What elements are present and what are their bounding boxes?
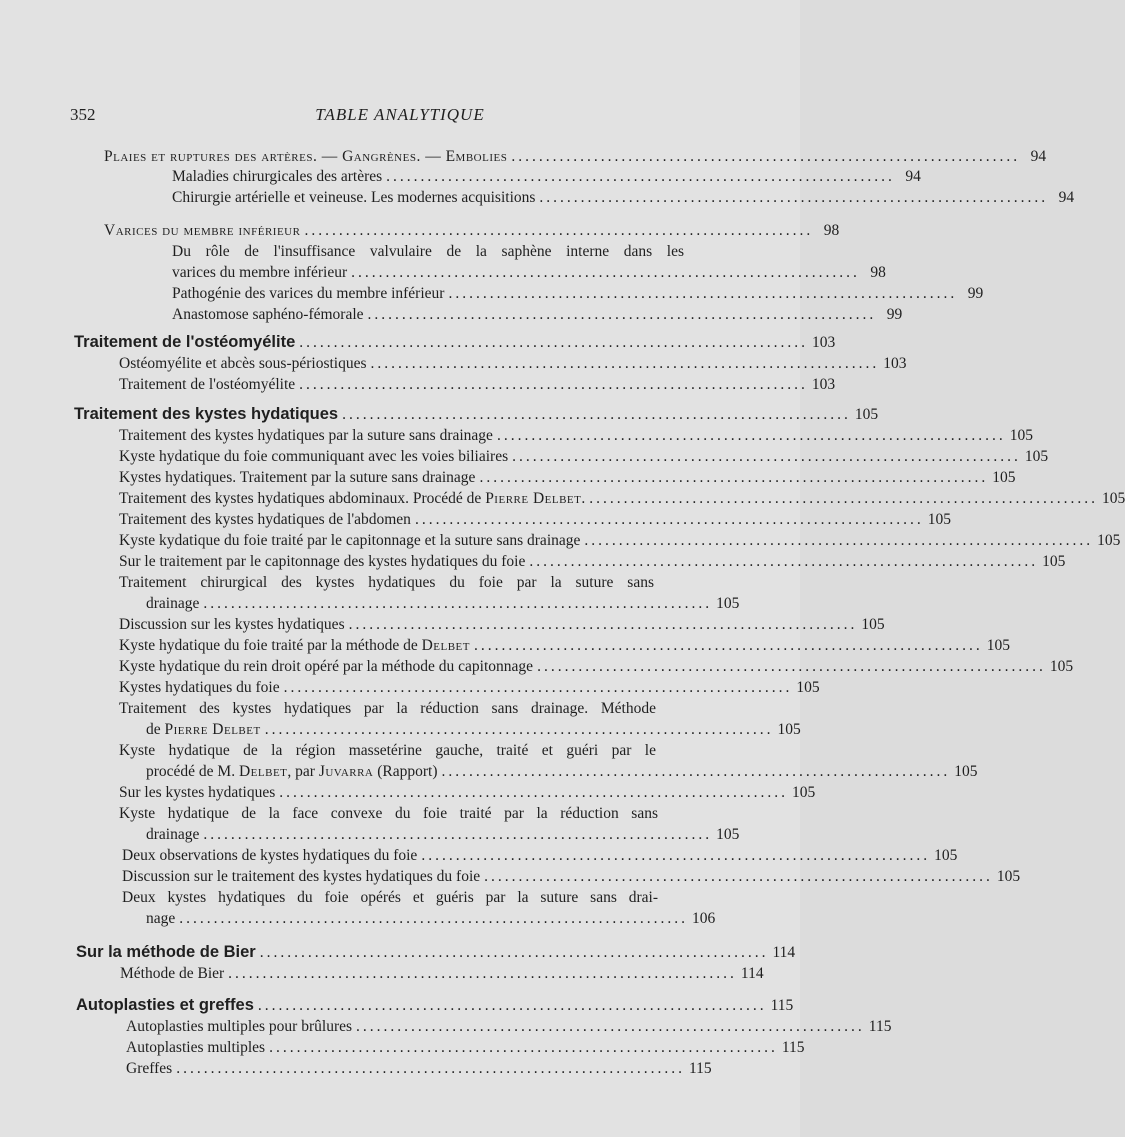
- page-ref: 105: [992, 469, 1016, 486]
- toc-entry: Varices du membre inférieur .......................................................................... 98: [104, 222, 840, 239]
- toc-entry: Kyste hydatique de la face convexe du foie traité par la réduction sans: [119, 805, 658, 822]
- page-ref: 105: [996, 868, 1021, 885]
- page-ref: 99: [967, 285, 984, 302]
- toc-entry: nage .......................................................................... 106: [146, 910, 716, 927]
- page-ref: 103: [811, 376, 836, 393]
- toc-section-heading: Autoplasties et greffes .......................................................................... 115: [76, 996, 794, 1014]
- toc-entry: Kystes hydatiques. Traitement par la suture sans drainage .......................................................................... 105: [119, 469, 1016, 486]
- toc-entry: Traitement chirurgical des kystes hydatiques du foie par la suture sans: [119, 574, 654, 591]
- toc-section-heading: Traitement de l'ostéomyélite .......................................................................... 103: [74, 333, 836, 351]
- toc-entry: Traitement des kystes hydatiques par la réduction sans drainage. Méthode: [119, 700, 656, 717]
- page-ref: 105: [1024, 448, 1049, 465]
- page-ref: 99: [886, 306, 903, 323]
- page-ref: 114: [772, 944, 796, 961]
- page-ref: 98: [870, 264, 886, 281]
- page-number: 352: [70, 105, 96, 124]
- toc-entry: Deux kystes hydatiques du foie opérés et guéris par la suture sans drai-: [122, 889, 658, 906]
- page-ref: 105: [1009, 427, 1033, 444]
- toc-entry: Greffes .......................................................................... 115: [126, 1060, 712, 1077]
- toc-entry: Autoplasties multiples pour brûlures .......................................................................... 115: [126, 1018, 892, 1035]
- toc-entry: Kyste hydatique du foie traité par la méthode de Delbet .......................................................................... 105: [119, 637, 1010, 654]
- toc-entry: Kyste hydatique du rein droit opéré par la méthode du capitonnage .......................................................................... 105: [119, 658, 1074, 675]
- page-ref: 105: [777, 721, 801, 738]
- toc-entry: procédé de M. Delbet, par Juvarra (Rapport) .......................................................................... 105: [146, 763, 978, 780]
- page-ref: 94: [1058, 189, 1075, 206]
- page-ref: 105: [716, 826, 740, 843]
- toc-entry: Pathogénie des varices du membre inférieur .......................................................................... 99: [172, 285, 984, 302]
- page-ref: 105: [934, 847, 958, 864]
- toc-entry: drainage .......................................................................... 105: [146, 826, 740, 843]
- toc-entry: Du rôle de l'insuffisance valvulaire de la saphène interne dans les varices du membre inférieur .......................................................................... 98: [172, 243, 886, 281]
- page-ref: 98: [823, 222, 840, 239]
- toc-entry: Méthode de Bier .......................................................................... 114: [120, 965, 764, 982]
- page-ref: 105: [1097, 532, 1121, 549]
- toc-entry: Kyste hydatique de la région massetérine gauche, traité et guéri par le: [119, 742, 656, 759]
- page-ref: 105: [796, 679, 820, 696]
- toc-entry: Autoplasties multiples .......................................................................... 115: [126, 1039, 805, 1056]
- page-ref: 105: [1049, 658, 1074, 675]
- toc-entry: Anastomose saphéno-fémorale .......................................................................... 99: [172, 306, 903, 323]
- page-ref: 94: [1030, 148, 1047, 165]
- page-ref: 115: [770, 997, 794, 1014]
- toc-entry: Traitement des kystes hydatiques par la suture sans drainage .......................................................................... 105: [119, 427, 1033, 444]
- page-ref: 94: [905, 168, 921, 185]
- toc-entry: Sur le traitement par le capitonnage des kystes hydatiques du foie .......................................................................... 105: [119, 553, 1066, 570]
- page-ref: 105: [792, 784, 816, 801]
- page-ref: 105: [854, 406, 879, 423]
- toc-entry: Kyste hydatique du foie communiquant avec les voies biliaires .......................................................................... 105: [119, 448, 1049, 465]
- toc-entry: Traitement des kystes hydatiques de l'abdomen .......................................................................... 105: [119, 511, 951, 528]
- toc-entry: Traitement de l'ostéomyélite .......................................................................... 103: [119, 376, 836, 393]
- toc-entry: Maladies chirurgicales des artères .......................................................................... 94: [172, 168, 921, 185]
- toc-entry: Sur les kystes hydatiques .......................................................................... 105: [119, 784, 816, 801]
- page-ref: 105: [1042, 553, 1066, 570]
- toc-entry: Deux observations de kystes hydatiques du foie .......................................................................... 105: [122, 847, 958, 864]
- page-ref: 106: [692, 910, 716, 927]
- toc-entry: Discussion sur les kystes hydatiques .......................................................................... 105: [119, 616, 885, 633]
- page-ref: 105: [927, 511, 951, 528]
- toc-entry: Ostéomyélite et abcès sous-périostiques .......................................................................... 103: [119, 355, 907, 372]
- toc-entry: Traitement des kystes hydatiques abdominaux. Procédé de Pierre Delbet. .......................................................................... 105: [119, 490, 1125, 507]
- toc-section-heading: Traitement des kystes hydatiques .......................................................................... 105: [74, 405, 879, 423]
- running-title: TABLE ANALYTIQUE: [315, 105, 485, 124]
- page-ref: 115: [688, 1060, 712, 1077]
- page-ref: 115: [868, 1018, 892, 1035]
- page-ref: 105: [954, 763, 978, 780]
- toc-entry: Chirurgie artérielle et veineuse. Les modernes acquisitions .......................................................................... 94: [172, 189, 1075, 206]
- page-ref: 105: [716, 595, 740, 612]
- toc-entry: drainage .......................................................................... 105: [146, 595, 740, 612]
- page-ref: 105: [861, 616, 885, 633]
- page-ref: 114: [740, 965, 764, 982]
- toc-entry: Plaies et ruptures des artères. — Gangrènes. — Embolies .......................................................................... 94: [104, 148, 1047, 165]
- toc-entry: Kystes hydatiques du foie .......................................................................... 105: [119, 679, 820, 696]
- toc-entry: Kyste kydatique du foie traité par le capitonnage et la suture sans drainage .......................................................................... 105: [119, 532, 1121, 549]
- toc-entry: Discussion sur le traitement des kystes hydatiques du foie .......................................................................... 105: [122, 868, 1021, 885]
- page-ref: 105: [1102, 490, 1125, 507]
- page-ref: 115: [781, 1039, 805, 1056]
- toc-section-heading: Sur la méthode de Bier .......................................................................... 114: [76, 943, 796, 961]
- page-ref: 103: [812, 334, 836, 351]
- page-ref: 103: [883, 355, 907, 372]
- toc-entry: de Pierre Delbet .......................................................................... 105: [146, 721, 801, 738]
- page-ref: 105: [986, 637, 1010, 654]
